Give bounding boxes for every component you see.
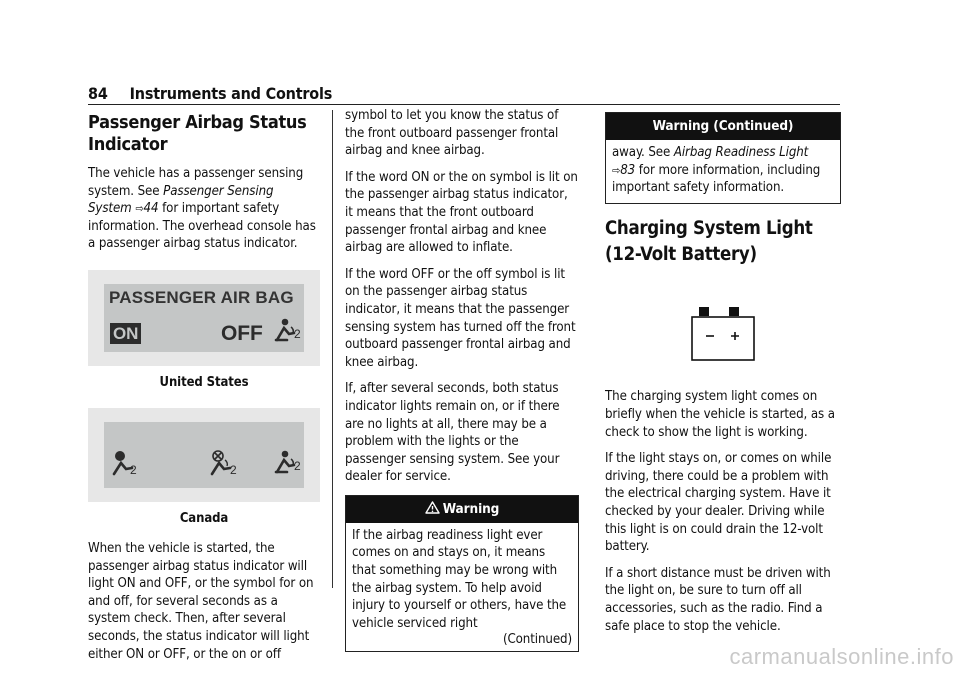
site-watermark: carmanualsonline.info [729, 644, 954, 669]
warning-header: Warning (Continued) [606, 113, 840, 140]
warning-body: away. See Airbag Readiness Light ⇨83 for more information, including important safety information. [612, 145, 821, 196]
body-paragraph: symbol to let you know the status of the front outboard passenger frontal airbag and knee airbag. [345, 108, 559, 159]
display-title: PASSENGER AIR BAG [109, 287, 294, 307]
warning-triangle-icon [425, 501, 440, 514]
warning-body [346, 523, 578, 651]
svg-text:2: 2 [294, 458, 301, 473]
canada-indicator-figure [88, 408, 320, 502]
body-paragraph: If the light stays on, or comes on while driving, there could be a problem with the electrical charging system. Have it checked by your dealer. Driving while this light is on could drain the 12-volt battery. [605, 451, 832, 555]
svg-text:2: 2 [294, 326, 301, 341]
body-paragraph: If a short distance must be driven with the light on, be sure to turn off all accessories, such as the radio. Find a safe place to stop the vehicle. [605, 565, 831, 634]
page-number: 84 [88, 84, 108, 103]
page-header [88, 84, 332, 103]
passenger-on-symbol-icon [110, 448, 140, 478]
passenger-off-symbol-icon [208, 448, 242, 478]
passenger-seat-icon [272, 316, 302, 346]
header-divider [88, 104, 840, 105]
on-indicator: ON [110, 323, 141, 344]
canada-indicator-display [104, 422, 304, 488]
warning-header [346, 496, 578, 523]
us-indicator-display [104, 284, 304, 352]
svg-text:2: 2 [230, 462, 237, 477]
column-divider [332, 110, 333, 588]
continued-label: (Continued) [502, 632, 572, 648]
body-paragraph: If the word ON or the on symbol is lit on the passenger airbag status indicator, it means that the front outboard passenger frontal airbag and knee airbag are allowed to inflate. [345, 169, 578, 256]
us-figure-caption: United States [159, 374, 249, 390]
cross-reference-page[interactable]: 83 [620, 162, 636, 178]
cross-reference-link[interactable]: Passenger Sensing System [88, 183, 274, 217]
warning-continued-box [605, 112, 841, 204]
cross-reference-page[interactable]: 44 [143, 201, 159, 217]
body-paragraph: If the word OFF or the off symbol is lit on the passenger airbag status indicator, it means that the passenger sensing system has turned off the front outboard passenger frontal airbag and knee airbag. [345, 266, 576, 370]
column-1 [88, 112, 320, 672]
page-ref-icon: ⇨ [135, 202, 144, 216]
body-paragraph: When the vehicle is started, the passenger airbag status indicator will light ON and OFF, or the symbol for on and off, for several seconds as a system check. Then, after several seconds, the status indicator will light either ON or OFF, or the on or off [88, 540, 314, 662]
body-paragraph: The charging system light comes on briefly when the vehicle is started, as a check to show the light is working. [605, 389, 835, 440]
cross-reference-link[interactable]: Airbag Readiness Light [673, 145, 809, 160]
section-heading-airbag-status: Passenger Airbag Status Indicator [88, 112, 307, 155]
warning-text: If the airbag readiness light ever comes on and stays on, it means that something may be wrong with the airbag system. To help avoid injury to yourself or others, have the vehicle serviced right [352, 527, 567, 631]
section-heading-charging-light: Charging System Light (12-Volt Battery) [605, 217, 813, 265]
page-ref-icon: ⇨ [612, 163, 621, 177]
column-2 [345, 107, 579, 652]
column-3 [605, 112, 841, 644]
svg-text:2: 2 [130, 462, 137, 477]
battery-icon [691, 307, 755, 361]
body-paragraph: If, after several seconds, both status indicator lights remain on, or if there are no lights at all, there may be a problem with the lights or the passenger sensing system. See your dealer for service. [345, 381, 560, 485]
off-indicator: OFF [221, 321, 263, 345]
us-indicator-figure [88, 270, 320, 366]
warning-title: Warning [442, 500, 500, 517]
warning-box [345, 495, 579, 652]
canada-figure-caption: Canada [179, 510, 229, 526]
section-title: Instruments and Controls [129, 84, 333, 103]
passenger-seat-icon [272, 448, 302, 478]
intro-paragraph: The vehicle has a passenger sensing system. See Passenger Sensing System ⇨44 for important safety information. The overhead console has a passenger airbag status indicator. [88, 166, 316, 252]
